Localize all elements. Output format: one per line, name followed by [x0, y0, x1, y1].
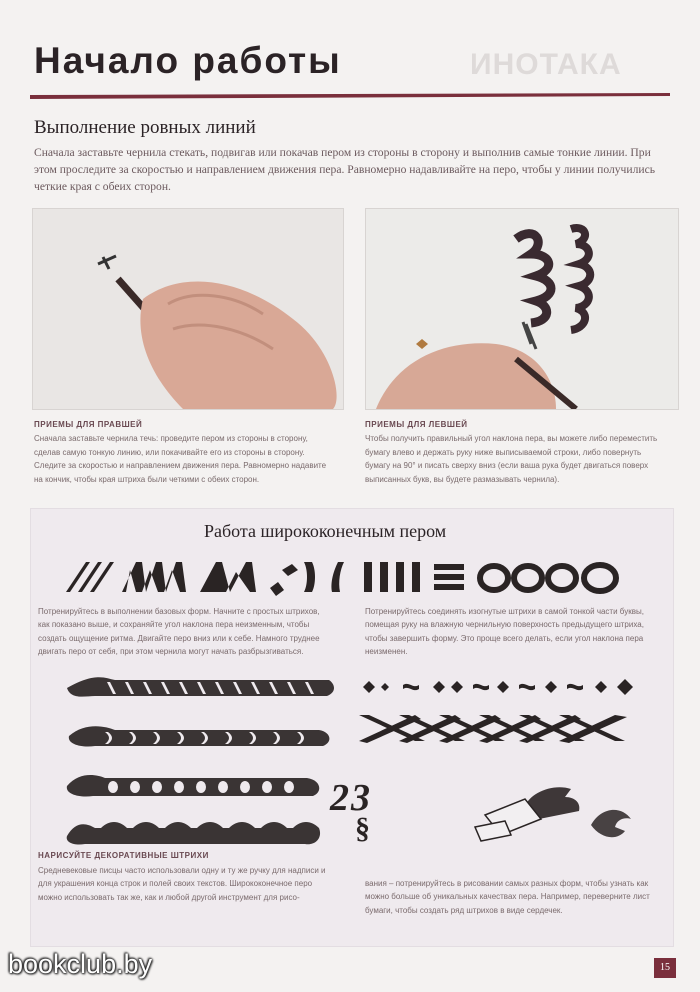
- caption-title-right-handed: ПРИЕМЫ ДЛЯ ПРАВШЕЙ: [34, 420, 143, 429]
- ghost-heading: ИНОТАКА: [470, 48, 622, 81]
- title-brush-rule: [30, 92, 670, 99]
- intro-paragraph: Сначала заставьте чернила стекать, подвигав или покачав пером из стороны в сторону и выполнив самые тонкие линии. При этом проследите за скоростью и направлением движения пера. Равномерно надавливайте на перо, чтобы у линии получились четкие края с обеих сторон.: [34, 146, 656, 193]
- panel-title: Работа ширококонечным пером: [204, 521, 447, 541]
- hand-writing-illustration: [33, 209, 343, 409]
- connected-strokes-samples: [65, 670, 345, 850]
- caption-title-left-handed: ПРИЕМЫ ДЛЯ ЛЕВШЕЙ: [365, 420, 468, 429]
- basic-strokes-row: [60, 556, 635, 598]
- site-watermark: bookclub.by: [8, 949, 153, 979]
- ornament-samples: [355, 675, 640, 845]
- panel-bottom-right-text: вания – потренируйтесь в рисовании самых разных форм, чтобы узнать как можно больше об уникальных качествах пера. Например, переверните лист бумаги, чтобы создать ряд штрихов в виде сердечек.: [365, 879, 650, 915]
- panel-caption-title: НАРИСУЙТЕ ДЕКОРАТИВНЫЕ ШТРИХИ: [38, 851, 209, 860]
- photo-left-handed: [365, 208, 679, 410]
- section-sign-ornament: §: [355, 812, 370, 845]
- panel-bottom-left-text: Средневековые писцы часто использовали одну и ту же ручку для надписи и для украшения конца строк и полей своих текстов. Ширококонечное перо можно использовать так же, как и любой другой инструмент для рисо-: [38, 866, 326, 902]
- panel-text-left: Потренируйтесь в выполнении базовых форм. Начните с простых штрихов, как показано выше, и сохраняйте угол наклона пера неизменным, чтобы создать ощущение ритма. Двигайте перо вниз или к себе. Намного труднее двигать перо от себя, при этом чернила могут начать разбрызгиваться.: [38, 607, 320, 657]
- page-number: 15: [654, 958, 676, 978]
- photo-right-handed: [32, 208, 344, 410]
- numbers-sample: 23: [330, 777, 372, 819]
- page-title: Начало работы: [34, 40, 342, 81]
- section-title: Выполнение ровных линий: [34, 117, 256, 138]
- left-hand-illustration: [366, 209, 678, 409]
- caption-text-right-handed: Сначала заставьте чернила течь: проведите пером из стороны в сторону, сделав самую тонкую линию, или покачивайте его из стороны в сторону. Следите за скоростью и направлением движения пера. Равномерно надавите на кончик, чтобы края штриха были четкими с обеих сторон.: [34, 434, 327, 485]
- caption-text-left-handed: Чтобы получить правильный угол наклона пера, вы можете либо переместить бумагу влево и держать руку ниже выписываемой строки, либо повернуть бумагу на 90° и писать сверху вниз (если ваша рука будет двигаться поверх выписанных букв, вы будете размазывать чернила).: [365, 434, 658, 485]
- panel-text-right: Потренируйтесь соединять изогнутые штрихи в самой тонкой части буквы, помещая руку на влажную чернильную поверхность предыдущего штриха, чтобы завершить форму. Это проще всего делать, если угол наклона пера неизменен.: [365, 607, 644, 657]
